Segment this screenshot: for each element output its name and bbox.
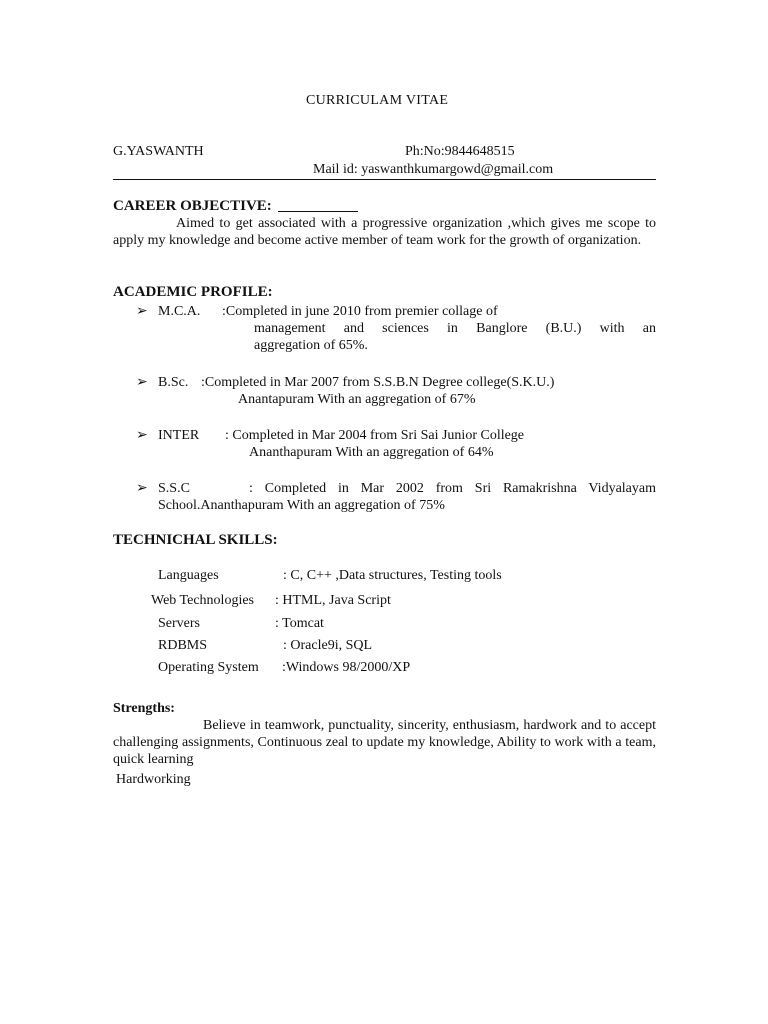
mca-line1: :Completed in june 2010 from premier collage of xyxy=(222,304,498,319)
bsc-line2: Anantapuram With an aggregation of 67% xyxy=(238,392,476,407)
skill-value-web: : HTML, Java Script xyxy=(275,593,391,608)
arrow-bullet-icon: ➢ xyxy=(136,304,148,319)
strengths-heading: Strengths: xyxy=(113,701,175,716)
skill-key-servers: Servers xyxy=(158,616,200,631)
arrow-bullet-icon: ➢ xyxy=(136,428,148,443)
strengths-body: Believe in teamwork, punctuality, sincerity, enthusiasm, hardwork and to accept challenging assignments, Continuous zeal to update my knowledge, Ability to work with a team, quick learning xyxy=(113,718,656,767)
bsc-label: B.Sc. xyxy=(158,375,189,390)
career-objective-text xyxy=(113,215,656,249)
strengths-extra: Hardworking xyxy=(116,772,191,787)
skill-key-os: Operating System xyxy=(158,660,259,675)
ssc-line1: : Completed in Mar 2002 from Sri Ramakrishna Vidyalayam xyxy=(249,481,656,496)
skill-value-rdbms: : Oracle9i, SQL xyxy=(283,638,373,653)
header-divider xyxy=(113,179,656,180)
phone-number: Ph:No:9844648515 xyxy=(405,144,515,159)
heading-underline xyxy=(278,198,358,212)
strengths-text xyxy=(113,717,656,768)
technical-skills-heading: TECHNICHAL SKILLS: xyxy=(113,532,278,548)
career-objective-heading xyxy=(113,198,358,215)
mca-label: M.C.A. xyxy=(158,304,201,319)
mca-line3: aggregation of 65%. xyxy=(254,338,368,353)
inter-line2: Ananthapuram With an aggregation of 64% xyxy=(249,445,494,460)
arrow-bullet-icon: ➢ xyxy=(136,375,148,390)
ssc-line2: School.Ananthapuram With an aggregation of 75% xyxy=(158,498,445,513)
candidate-name: G.YASWANTH xyxy=(113,144,204,159)
skill-key-rdbms: RDBMS xyxy=(158,638,208,653)
mca-line2: management and sciences in Banglore (B.U.) with an xyxy=(254,321,656,336)
skill-value-os: :Windows 98/2000/XP xyxy=(282,660,411,675)
arrow-bullet-icon: ➢ xyxy=(136,481,148,496)
career-objective-heading-text: CAREER OBJECTIVE: xyxy=(113,198,272,214)
document-title: CURRICULAM VITAE xyxy=(306,93,449,108)
skill-key-languages: Languages xyxy=(158,568,219,583)
skill-value-servers: : Tomcat xyxy=(275,616,324,631)
inter-line1: : Completed in Mar 2004 from Sri Sai Junior College xyxy=(225,428,525,443)
inter-label: INTER xyxy=(158,428,200,443)
ssc-label: S.S.C xyxy=(158,481,190,496)
skill-key-web: Web Technologies xyxy=(151,593,254,608)
bsc-line1: :Completed in Mar 2007 from S.S.B.N Degree college(S.K.U.) xyxy=(201,375,555,390)
email-address: Mail id: yaswanthkumargowd@gmail.com xyxy=(313,162,554,177)
academic-profile-heading: ACADEMIC PROFILE: xyxy=(113,284,273,300)
career-objective-body: Aimed to get associated with a progressive organization ,which gives me scope to apply my knowledge and become active member of team work for the growth of organization. xyxy=(113,216,656,248)
skill-value-languages: : C, C++ ,Data structures, Testing tools xyxy=(283,568,502,583)
